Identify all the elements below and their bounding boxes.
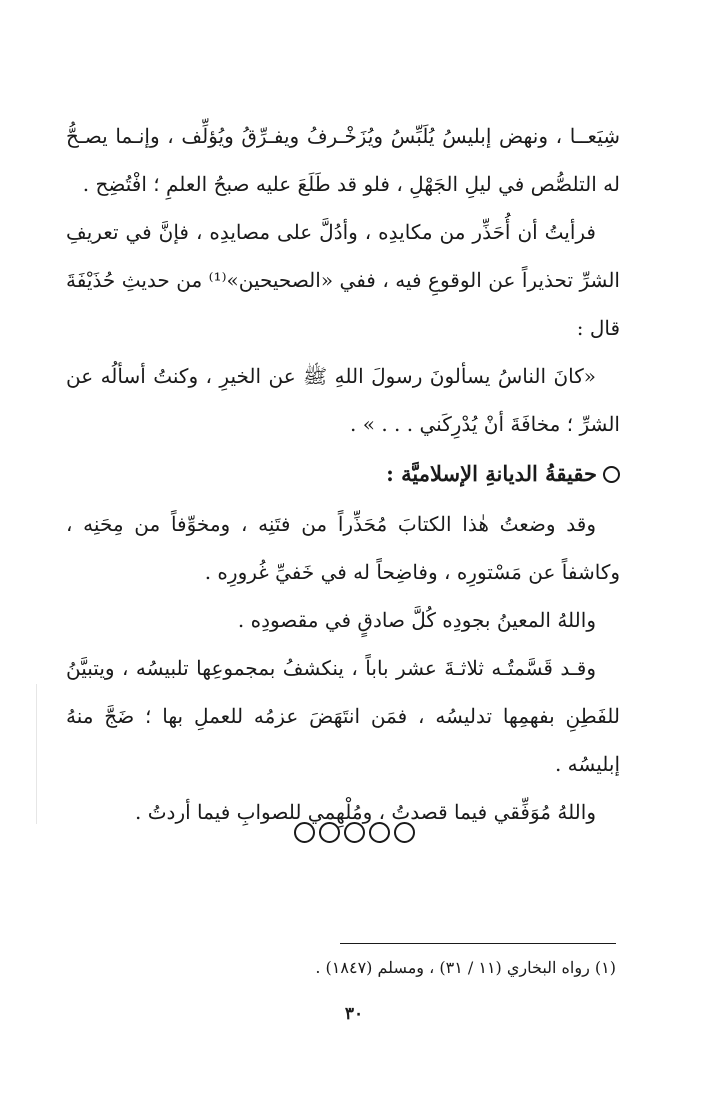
section-heading-title: حقيقةُ الديانةِ الإسلاميَّة : xyxy=(386,461,597,486)
paragraph-6: وقـد قَسَّمتُـه ثلاثـةَ عشر باباً ، ينكشفُ بمجموعِها تلبيسُه ، ويتبيَّنُ للفَطِنِ بفهمِها تدليسُه ، فمَن انتَهَضَ عزمُه للعملِ بها ؛ ضَجَّ منهُ إبليسُه . xyxy=(66,656,620,776)
scan-edge-mark xyxy=(36,684,37,824)
paragraph-5: واللهُ المعينُ بجودِه كُلَّ صادقٍ في مقصودِه . xyxy=(237,608,596,632)
ring-icon xyxy=(344,822,365,843)
page-number: ٣٠ xyxy=(344,1004,364,1024)
paragraph-1: شِيَعــا ، ونهض إبليسُ يُلَبِّسُ ويُزَخْـرفُ ويفـرِّقُ ويُؤلِّف ، وإنـما يصـحُّ له التلصُّص في ليلِ الجَهْلِ ، فلو قد طَلَعَ عليه صبحُ العلمِ ؛ افْتُضِح . xyxy=(66,124,620,196)
ring-icon xyxy=(369,822,390,843)
ring-icon xyxy=(319,822,340,843)
paragraph-7: واللهُ مُوَفِّقي فيما قصدتُ ، ومُلْهِمي للصوابِ فيما أردتُ . xyxy=(135,800,596,824)
circle-icon xyxy=(603,466,620,483)
paragraph-2: فرأيتُ أن أُحَذِّر من مكايدِه ، وأدُلَّ على مصايدِه ، فإنَّ في تعريفِ الشرِّ تحذيراً عن الوقوعِ فيه ، ففي «الصحيحين»⁽¹⁾ من حديثِ حُذَيْفَةَ قال : xyxy=(66,220,620,340)
paragraph-4: وقد وضعتُ هٰذا الكتابَ مُحَذِّراً من فتَنِه ، ومخوِّفاً من مِحَنِه ، وكاشفاً عن مَسْتورِه ، وفاضِحاً له في خَفيِّ غُرورِه . xyxy=(66,512,620,584)
main-text xyxy=(66,112,620,836)
ring-icon xyxy=(294,822,315,843)
ring-icon xyxy=(394,822,415,843)
section-divider xyxy=(0,822,708,843)
section-heading xyxy=(66,448,620,500)
footnote-separator xyxy=(340,943,616,944)
hadith-quote: «كانَ الناسُ يسألونَ رسولَ اللهِ ﷺ عن الخيرِ ، وكنتُ أسألُه عن الشرِّ ؛ مخافَةَ أنْ يُدْرِكَني . . . » . xyxy=(66,364,620,436)
footnote: (١) رواه البخاري (١١ / ٣١) ، ومسلم (١٨٤٧) . xyxy=(315,958,616,977)
